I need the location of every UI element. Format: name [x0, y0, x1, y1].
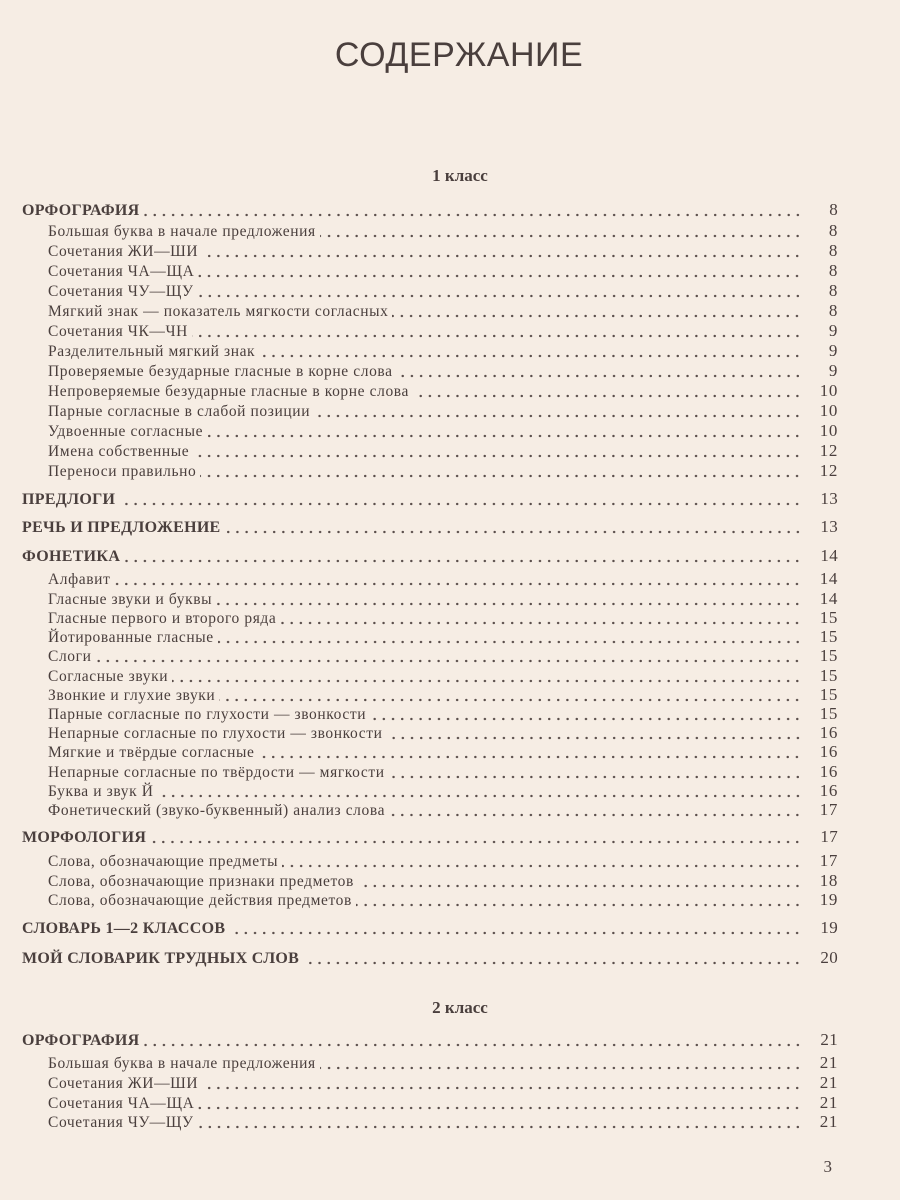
toc-entry[interactable]	[48, 341, 838, 361]
toc-page-number: 8	[828, 301, 838, 320]
dot-leader	[192, 324, 802, 338]
toc-page-number: 16	[819, 781, 838, 800]
toc-label: Непроверяемые безударные гласные в корне слова	[48, 383, 409, 400]
toc-page-number: 15	[819, 685, 838, 704]
dot-leader	[200, 464, 802, 478]
toc-label: ПРЕДЛОГИ	[22, 491, 116, 508]
toc-page-number: 21	[820, 1030, 838, 1049]
dot-leader	[218, 630, 802, 644]
toc-entry[interactable]	[48, 461, 838, 481]
dot-leader	[389, 803, 802, 817]
toc-label: Переноси правильно	[48, 463, 197, 480]
toc-page-number: 12	[819, 441, 838, 460]
toc-page-number: 8	[829, 200, 838, 219]
toc-page-number: 15	[819, 666, 838, 685]
toc-page-number: 8	[828, 281, 838, 300]
toc-entry[interactable]	[48, 361, 838, 381]
dot-leader	[124, 549, 802, 563]
toc-section-phonetics[interactable]	[22, 546, 838, 566]
toc-entry[interactable]	[48, 589, 838, 609]
toc-label: Слова, обозначающие признаки предметов	[48, 873, 354, 890]
dot-leader	[320, 224, 802, 238]
toc-label: Сочетания ЧА—ЩА	[48, 263, 195, 280]
toc-entry[interactable]	[48, 1093, 838, 1113]
dot-leader	[202, 1076, 802, 1090]
toc-page-number: 8	[828, 241, 838, 260]
toc-label: Парные согласные в слабой позиции	[48, 403, 311, 420]
dot-leader	[389, 765, 802, 779]
toc-label: Слова, обозначающие действия предметов	[48, 892, 352, 909]
toc-label: Фонетический (звуко-буквенный) анализ слова	[48, 802, 386, 819]
toc-label: Сочетания ЧА—ЩА	[48, 1095, 195, 1112]
toc-entry[interactable]	[48, 781, 838, 801]
toc-label: Мягкие и твёрдые согласные	[48, 744, 255, 761]
toc-label: Буква и звук Й	[48, 783, 154, 800]
toc-entry[interactable]	[48, 608, 838, 628]
toc-label: РЕЧЬ И ПРЕДЛОЖЕНИЕ	[22, 519, 221, 536]
dot-leader	[258, 745, 802, 759]
toc-label: Алфавит	[48, 571, 111, 588]
dot-leader	[202, 244, 802, 258]
toc-label: Непарные согласные по твёрдости — мягкости	[48, 764, 385, 781]
dot-leader	[303, 951, 802, 965]
toc-page-number: 16	[819, 723, 838, 742]
toc-page-number: 18	[819, 871, 838, 890]
toc-page-number: 19	[820, 918, 838, 937]
toc-page-number: 15	[819, 704, 838, 723]
toc-page-number: 16	[819, 742, 838, 761]
dot-leader	[280, 611, 802, 625]
toc-section-difficult-words[interactable]	[22, 948, 838, 968]
toc-page-number: 21	[819, 1073, 838, 1092]
toc-entry[interactable]	[48, 627, 838, 647]
dot-leader	[150, 830, 802, 844]
toc-page-number: 14	[820, 546, 838, 565]
toc-label: Слоги	[48, 648, 92, 665]
toc-page-number: 9	[828, 341, 838, 360]
toc-label: Йотированные гласные	[48, 629, 214, 646]
dot-leader	[392, 304, 802, 318]
toc-entry[interactable]	[48, 646, 838, 666]
toc-page-number: 15	[819, 627, 838, 646]
toc-section-orthography[interactable]	[22, 200, 838, 220]
toc-label: МОЙ СЛОВАРИК ТРУДНЫХ СЛОВ	[22, 950, 300, 967]
toc-entry[interactable]	[48, 261, 838, 281]
dot-leader	[413, 384, 802, 398]
toc-page-number: 9	[828, 361, 838, 380]
toc-entry[interactable]	[48, 381, 838, 401]
page-title: СОДЕРЖАНИЕ	[334, 36, 584, 74]
toc-page-number: 12	[819, 461, 838, 480]
dot-leader	[198, 264, 802, 278]
dot-leader	[144, 1033, 802, 1047]
toc-entry[interactable]	[48, 1073, 838, 1093]
toc-entry[interactable]	[48, 742, 838, 762]
dot-leader	[95, 649, 802, 663]
toc-page-number: 21	[819, 1112, 838, 1131]
toc-page-number: 14	[819, 589, 838, 608]
toc-label: СЛОВАРЬ 1—2 КЛАССОВ	[22, 920, 226, 937]
toc-entry[interactable]	[48, 890, 838, 910]
dot-leader	[259, 344, 802, 358]
toc-page-number: 10	[819, 401, 838, 420]
toc-label: Сочетания ЧУ—ЩУ	[48, 283, 194, 300]
toc-page-number: 21	[819, 1093, 838, 1112]
toc-section-prepositions[interactable]	[22, 489, 838, 509]
toc-page-number: 10	[819, 421, 838, 440]
toc-entry[interactable]	[48, 241, 838, 261]
toc-entry[interactable]	[48, 1053, 838, 1073]
toc-entry[interactable]	[48, 421, 838, 441]
toc-entry[interactable]	[48, 871, 838, 891]
toc-label: Проверяемые безударные гласные в корне слова	[48, 363, 393, 380]
toc-entry[interactable]	[48, 281, 838, 301]
toc-label: Сочетания ЧК—ЧН	[48, 323, 188, 340]
dot-leader	[219, 688, 802, 702]
toc-entry[interactable]	[48, 851, 838, 871]
toc-label: Имена собственные	[48, 443, 190, 460]
toc-page-number: 14	[819, 569, 838, 588]
toc-label: ФОНЕТИКА	[22, 548, 121, 565]
toc-section-morphology[interactable]	[22, 827, 838, 847]
toc-entry[interactable]	[48, 666, 838, 686]
grade-heading-1: 1 класс	[432, 166, 488, 185]
dot-leader	[216, 592, 802, 606]
toc-label: МОРФОЛОГИЯ	[22, 829, 147, 846]
toc-entry[interactable]	[48, 800, 838, 820]
toc-section-speech[interactable]	[22, 517, 838, 537]
dot-leader	[282, 854, 802, 868]
toc-section-dictionary[interactable]	[22, 918, 838, 938]
toc-page-number: 17	[819, 800, 838, 819]
toc-label: Парные согласные по глухости — звонкости	[48, 706, 367, 723]
toc-entry[interactable]	[48, 762, 838, 782]
dot-leader	[114, 572, 802, 586]
dot-leader	[198, 1096, 802, 1110]
toc-entry[interactable]	[48, 321, 838, 341]
toc-page-number: 8	[828, 221, 838, 240]
toc-entry[interactable]	[48, 401, 838, 421]
dot-leader	[314, 404, 802, 418]
dot-leader	[144, 203, 802, 217]
grade-heading-2: 2 класс	[432, 998, 488, 1017]
dot-leader	[193, 444, 802, 458]
dot-leader	[207, 424, 802, 438]
toc-label: Слова, обозначающие предметы	[48, 853, 279, 870]
toc-entry[interactable]	[48, 569, 838, 589]
toc-page-number: 17	[819, 851, 838, 870]
toc-page-number: 9	[828, 321, 838, 340]
dot-leader	[158, 784, 803, 798]
toc-label: Сочетания ЖИ—ШИ	[48, 243, 199, 260]
toc-label: Непарные согласные по глухости — звонкости	[48, 725, 383, 742]
toc-entry[interactable]	[48, 221, 838, 241]
dot-leader	[387, 726, 803, 740]
toc-page-number: 17	[820, 827, 838, 846]
dot-leader	[172, 669, 802, 683]
toc-label: Разделительный мягкий знак	[48, 343, 256, 360]
dot-leader	[356, 893, 802, 907]
toc-label: Сочетания ЖИ—ШИ	[48, 1075, 199, 1092]
toc-page-number: 8	[828, 261, 838, 280]
toc-entry[interactable]	[48, 1112, 838, 1132]
toc-section-orthography-2[interactable]	[22, 1030, 838, 1050]
toc-page-number: 15	[819, 608, 838, 627]
dot-leader	[397, 364, 802, 378]
toc-label: ОРФОГРАФИЯ	[22, 1032, 140, 1049]
toc-page-number: 19	[819, 890, 838, 909]
toc-label: Согласные звуки	[48, 668, 169, 685]
toc-page-number: 13	[820, 489, 838, 508]
toc-label: ОРФОГРАФИЯ	[22, 202, 140, 219]
toc-label: Мягкий знак — показатель мягкости согласных	[48, 303, 389, 320]
dot-leader	[119, 492, 802, 506]
toc-entry[interactable]	[48, 441, 838, 461]
toc-page-number: 16	[819, 762, 838, 781]
toc-label: Удвоенные согласные	[48, 423, 204, 440]
toc-label: Звонкие и глухие звуки	[48, 687, 216, 704]
dot-leader	[320, 1056, 802, 1070]
toc-page-number: 13	[820, 517, 838, 536]
toc-page-number: 15	[819, 646, 838, 665]
toc-entry[interactable]	[48, 723, 838, 743]
toc-entry[interactable]	[48, 301, 838, 321]
dot-leader	[198, 1115, 802, 1129]
toc-label: Гласные первого и второго ряда	[48, 610, 277, 627]
dot-leader	[225, 520, 802, 534]
dot-leader	[229, 921, 802, 935]
toc-page-number: 21	[819, 1053, 838, 1072]
toc-label: Большая буква в начале предложения	[48, 1055, 316, 1072]
toc-label: Большая буква в начале предложения	[48, 223, 316, 240]
page-number-folio: 3	[823, 1157, 832, 1176]
toc-entry[interactable]	[48, 704, 838, 724]
dot-leader	[370, 707, 802, 721]
dot-leader	[198, 284, 802, 298]
toc-entry[interactable]	[48, 685, 838, 705]
toc-page-number: 10	[819, 381, 838, 400]
toc-label: Сочетания ЧУ—ЩУ	[48, 1114, 194, 1131]
toc-page-number: 20	[820, 948, 838, 967]
dot-leader	[358, 874, 802, 888]
toc-label: Гласные звуки и буквы	[48, 591, 213, 608]
